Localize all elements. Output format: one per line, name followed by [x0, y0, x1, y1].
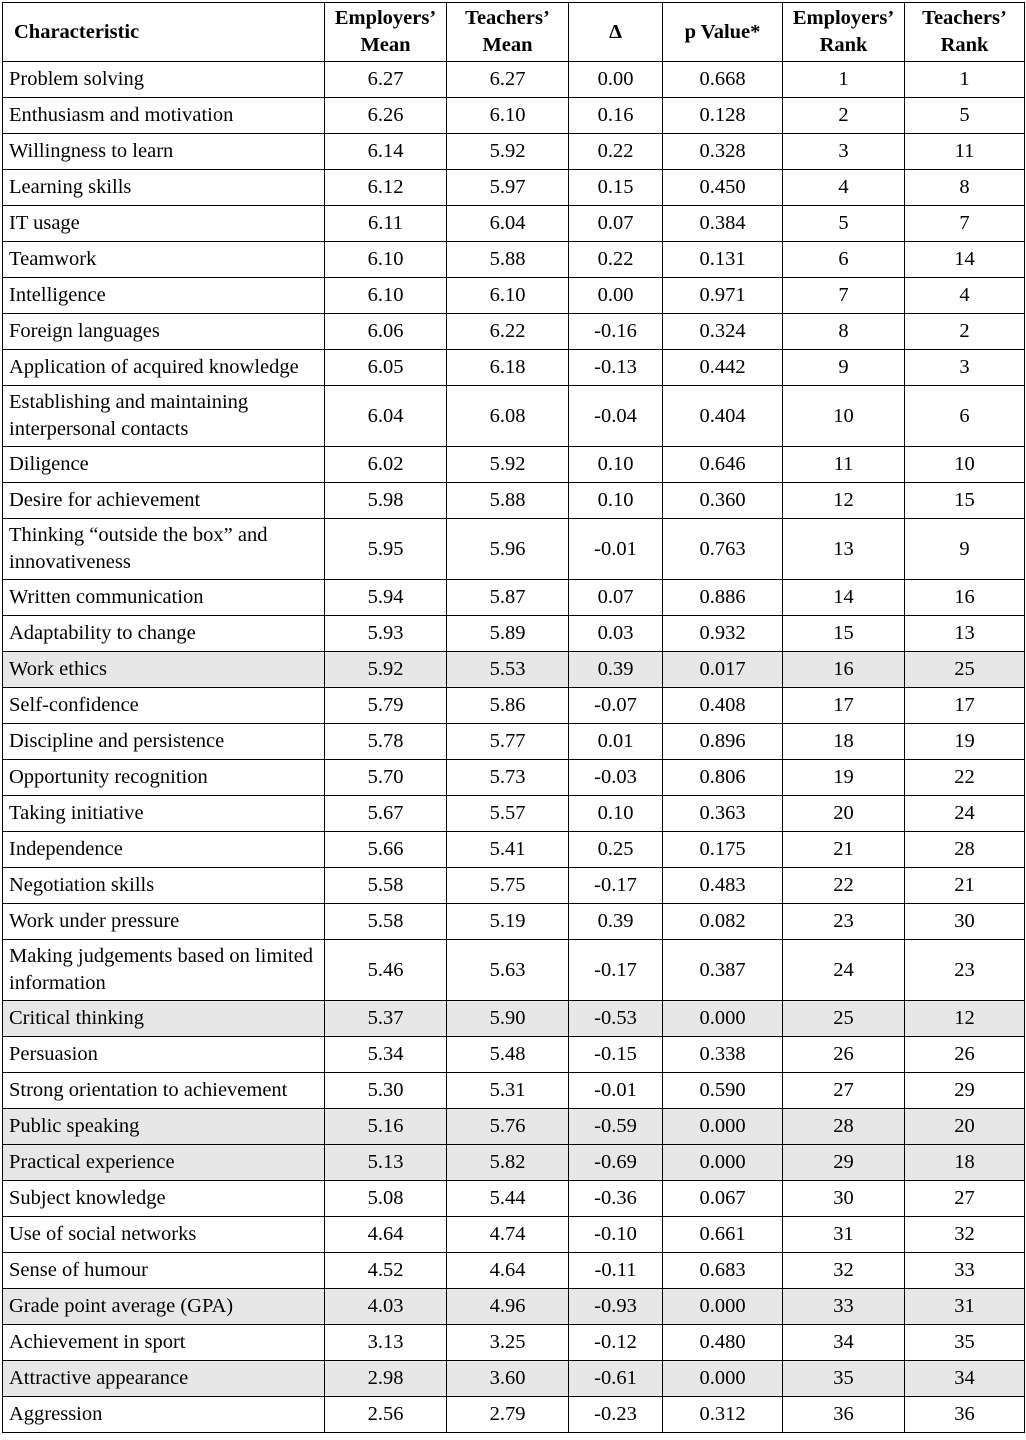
table-row [3, 170, 1025, 206]
cell-p-value: 0.590 [663, 1073, 783, 1109]
cell-employers-mean: 5.93 [325, 616, 447, 652]
cell-characteristic: Work ethics [3, 652, 325, 688]
table-row [3, 1109, 1025, 1145]
cell-characteristic: Intelligence [3, 278, 325, 314]
cell-teachers-mean: 5.86 [447, 688, 569, 724]
cell-employers-rank: 9 [783, 350, 905, 386]
cell-employers-mean: 5.79 [325, 688, 447, 724]
header-p-value: p Value* [663, 3, 783, 62]
cell-characteristic: Public speaking [3, 1109, 325, 1145]
cell-delta: -0.11 [569, 1253, 663, 1289]
cell-characteristic: Teamwork [3, 242, 325, 278]
cell-delta: 0.25 [569, 832, 663, 868]
table-row [3, 1361, 1025, 1397]
cell-p-value: 0.971 [663, 278, 783, 314]
cell-employers-rank: 21 [783, 832, 905, 868]
cell-teachers-rank: 7 [905, 206, 1025, 242]
cell-employers-rank: 5 [783, 206, 905, 242]
cell-employers-rank: 7 [783, 278, 905, 314]
cell-delta: -0.01 [569, 1073, 663, 1109]
cell-p-value: 0.408 [663, 688, 783, 724]
cell-teachers-mean: 5.88 [447, 242, 569, 278]
cell-employers-rank: 1 [783, 62, 905, 98]
cell-teachers-rank: 23 [905, 940, 1025, 1001]
cell-characteristic: IT usage [3, 206, 325, 242]
cell-delta: -0.17 [569, 868, 663, 904]
cell-teachers-rank: 28 [905, 832, 1025, 868]
cell-teachers-rank: 34 [905, 1361, 1025, 1397]
cell-delta: 0.15 [569, 170, 663, 206]
cell-teachers-mean: 5.19 [447, 904, 569, 940]
cell-employers-mean: 4.64 [325, 1217, 447, 1253]
cell-employers-mean: 5.70 [325, 760, 447, 796]
cell-delta: 0.07 [569, 580, 663, 616]
cell-teachers-mean: 6.04 [447, 206, 569, 242]
cell-p-value: 0.360 [663, 483, 783, 519]
cell-p-value: 0.175 [663, 832, 783, 868]
cell-employers-rank: 12 [783, 483, 905, 519]
cell-characteristic: Negotiation skills [3, 868, 325, 904]
cell-teachers-mean: 5.82 [447, 1145, 569, 1181]
table-row [3, 1253, 1025, 1289]
cell-characteristic: Attractive appearance [3, 1361, 325, 1397]
table-row [3, 206, 1025, 242]
table-row [3, 519, 1025, 580]
cell-teachers-rank: 1 [905, 62, 1025, 98]
cell-delta: -0.93 [569, 1289, 663, 1325]
cell-p-value: 0.312 [663, 1397, 783, 1433]
cell-employers-mean: 5.92 [325, 652, 447, 688]
cell-employers-rank: 33 [783, 1289, 905, 1325]
header-delta: Δ [569, 3, 663, 62]
cell-employers-mean: 6.26 [325, 98, 447, 134]
cell-teachers-rank: 22 [905, 760, 1025, 796]
cell-employers-rank: 32 [783, 1253, 905, 1289]
cell-p-value: 0.000 [663, 1145, 783, 1181]
cell-employers-mean: 5.16 [325, 1109, 447, 1145]
cell-characteristic: Critical thinking [3, 1001, 325, 1037]
cell-teachers-mean: 5.77 [447, 724, 569, 760]
cell-p-value: 0.000 [663, 1001, 783, 1037]
cell-teachers-rank: 9 [905, 519, 1025, 580]
header-employers-rank: Employers’ Rank [783, 3, 905, 62]
cell-teachers-rank: 18 [905, 1145, 1025, 1181]
cell-delta: -0.01 [569, 519, 663, 580]
cell-delta: -0.36 [569, 1181, 663, 1217]
cell-teachers-mean: 5.92 [447, 447, 569, 483]
cell-p-value: 0.661 [663, 1217, 783, 1253]
table-row [3, 483, 1025, 519]
cell-teachers-rank: 20 [905, 1109, 1025, 1145]
table-row [3, 386, 1025, 447]
cell-teachers-rank: 25 [905, 652, 1025, 688]
cell-teachers-mean: 6.18 [447, 350, 569, 386]
cell-teachers-rank: 27 [905, 1181, 1025, 1217]
cell-teachers-mean: 5.73 [447, 760, 569, 796]
cell-employers-rank: 23 [783, 904, 905, 940]
cell-teachers-mean: 5.96 [447, 519, 569, 580]
cell-characteristic: Subject knowledge [3, 1181, 325, 1217]
cell-characteristic: Problem solving [3, 62, 325, 98]
cell-employers-mean: 5.46 [325, 940, 447, 1001]
cell-employers-mean: 5.34 [325, 1037, 447, 1073]
cell-p-value: 0.000 [663, 1109, 783, 1145]
cell-teachers-rank: 3 [905, 350, 1025, 386]
cell-characteristic: Foreign languages [3, 314, 325, 350]
cell-teachers-rank: 32 [905, 1217, 1025, 1253]
cell-employers-mean: 5.78 [325, 724, 447, 760]
cell-teachers-rank: 30 [905, 904, 1025, 940]
cell-delta: 0.07 [569, 206, 663, 242]
cell-characteristic: Discipline and persistence [3, 724, 325, 760]
cell-employers-mean: 6.06 [325, 314, 447, 350]
cell-p-value: 0.082 [663, 904, 783, 940]
cell-teachers-rank: 36 [905, 1397, 1025, 1433]
cell-employers-mean: 5.58 [325, 904, 447, 940]
table-row [3, 1037, 1025, 1073]
cell-teachers-mean: 4.74 [447, 1217, 569, 1253]
cell-employers-rank: 2 [783, 98, 905, 134]
table-row [3, 1001, 1025, 1037]
cell-p-value: 0.683 [663, 1253, 783, 1289]
cell-employers-rank: 25 [783, 1001, 905, 1037]
cell-delta: -0.07 [569, 688, 663, 724]
cell-employers-mean: 5.08 [325, 1181, 447, 1217]
cell-employers-rank: 8 [783, 314, 905, 350]
cell-teachers-mean: 5.89 [447, 616, 569, 652]
table-row [3, 652, 1025, 688]
cell-p-value: 0.450 [663, 170, 783, 206]
table-row [3, 350, 1025, 386]
header-teachers-mean: Teachers’ Mean [447, 3, 569, 62]
cell-employers-mean: 6.02 [325, 447, 447, 483]
table-row [3, 1325, 1025, 1361]
cell-p-value: 0.000 [663, 1289, 783, 1325]
cell-employers-mean: 5.66 [325, 832, 447, 868]
cell-teachers-rank: 15 [905, 483, 1025, 519]
table-body [3, 62, 1025, 1433]
cell-teachers-rank: 12 [905, 1001, 1025, 1037]
cell-teachers-rank: 13 [905, 616, 1025, 652]
cell-p-value: 0.932 [663, 616, 783, 652]
cell-employers-mean: 6.27 [325, 62, 447, 98]
table-row [3, 940, 1025, 1001]
table-row [3, 688, 1025, 724]
cell-characteristic: Enthusiasm and motivation [3, 98, 325, 134]
table-row [3, 62, 1025, 98]
cell-employers-rank: 6 [783, 242, 905, 278]
cell-characteristic: Independence [3, 832, 325, 868]
table-row [3, 1217, 1025, 1253]
cell-employers-mean: 2.56 [325, 1397, 447, 1433]
cell-characteristic: Sense of humour [3, 1253, 325, 1289]
cell-p-value: 0.128 [663, 98, 783, 134]
cell-teachers-mean: 3.25 [447, 1325, 569, 1361]
cell-teachers-rank: 14 [905, 242, 1025, 278]
cell-p-value: 0.404 [663, 386, 783, 447]
cell-characteristic: Aggression [3, 1397, 325, 1433]
cell-employers-mean: 5.98 [325, 483, 447, 519]
cell-employers-rank: 11 [783, 447, 905, 483]
cell-characteristic: Adaptability to change [3, 616, 325, 652]
cell-employers-mean: 3.13 [325, 1325, 447, 1361]
cell-employers-rank: 27 [783, 1073, 905, 1109]
cell-teachers-mean: 5.44 [447, 1181, 569, 1217]
table-row [3, 98, 1025, 134]
cell-teachers-rank: 35 [905, 1325, 1025, 1361]
cell-teachers-rank: 19 [905, 724, 1025, 760]
cell-employers-rank: 31 [783, 1217, 905, 1253]
cell-delta: 0.39 [569, 652, 663, 688]
cell-teachers-mean: 5.88 [447, 483, 569, 519]
cell-characteristic: Use of social networks [3, 1217, 325, 1253]
cell-teachers-rank: 26 [905, 1037, 1025, 1073]
cell-delta: 0.10 [569, 447, 663, 483]
table-row [3, 580, 1025, 616]
cell-teachers-rank: 17 [905, 688, 1025, 724]
cell-characteristic: Thinking “outside the box” and innovativeness [3, 519, 325, 580]
cell-employers-rank: 28 [783, 1109, 905, 1145]
cell-characteristic: Practical experience [3, 1145, 325, 1181]
table-header [3, 3, 1025, 62]
table-row [3, 616, 1025, 652]
table-row [3, 724, 1025, 760]
table-row [3, 314, 1025, 350]
cell-delta: -0.17 [569, 940, 663, 1001]
cell-delta: 0.16 [569, 98, 663, 134]
cell-delta: -0.53 [569, 1001, 663, 1037]
cell-teachers-rank: 5 [905, 98, 1025, 134]
cell-delta: -0.16 [569, 314, 663, 350]
cell-teachers-rank: 33 [905, 1253, 1025, 1289]
cell-p-value: 0.131 [663, 242, 783, 278]
cell-teachers-mean: 5.31 [447, 1073, 569, 1109]
cell-teachers-mean: 5.48 [447, 1037, 569, 1073]
cell-p-value: 0.067 [663, 1181, 783, 1217]
cell-teachers-rank: 31 [905, 1289, 1025, 1325]
cell-delta: 0.10 [569, 483, 663, 519]
cell-teachers-rank: 16 [905, 580, 1025, 616]
table-row [3, 447, 1025, 483]
cell-teachers-mean: 5.92 [447, 134, 569, 170]
cell-employers-mean: 6.11 [325, 206, 447, 242]
header-employers-mean: Employers’ Mean [325, 3, 447, 62]
cell-delta: 0.00 [569, 62, 663, 98]
cell-characteristic: Diligence [3, 447, 325, 483]
table-row [3, 1181, 1025, 1217]
table-row [3, 1145, 1025, 1181]
cell-employers-mean: 6.10 [325, 278, 447, 314]
cell-employers-rank: 36 [783, 1397, 905, 1433]
cell-teachers-mean: 5.97 [447, 170, 569, 206]
cell-teachers-rank: 24 [905, 796, 1025, 832]
cell-characteristic: Willingness to learn [3, 134, 325, 170]
cell-teachers-rank: 11 [905, 134, 1025, 170]
cell-delta: -0.03 [569, 760, 663, 796]
cell-employers-mean: 4.52 [325, 1253, 447, 1289]
table-row [3, 134, 1025, 170]
cell-characteristic: Learning skills [3, 170, 325, 206]
cell-teachers-mean: 6.22 [447, 314, 569, 350]
table-row [3, 868, 1025, 904]
cell-employers-mean: 5.37 [325, 1001, 447, 1037]
cell-p-value: 0.328 [663, 134, 783, 170]
cell-p-value: 0.442 [663, 350, 783, 386]
cell-characteristic: Achievement in sport [3, 1325, 325, 1361]
cell-delta: -0.13 [569, 350, 663, 386]
cell-employers-mean: 6.10 [325, 242, 447, 278]
cell-employers-rank: 26 [783, 1037, 905, 1073]
cell-teachers-mean: 6.27 [447, 62, 569, 98]
cell-p-value: 0.000 [663, 1361, 783, 1397]
cell-teachers-mean: 6.08 [447, 386, 569, 447]
cell-employers-mean: 5.95 [325, 519, 447, 580]
cell-employers-mean: 5.67 [325, 796, 447, 832]
cell-employers-rank: 4 [783, 170, 905, 206]
table-row [3, 1073, 1025, 1109]
cell-teachers-rank: 21 [905, 868, 1025, 904]
cell-employers-mean: 5.13 [325, 1145, 447, 1181]
cell-characteristic: Self-confidence [3, 688, 325, 724]
cell-teachers-mean: 2.79 [447, 1397, 569, 1433]
cell-characteristic: Strong orientation to achievement [3, 1073, 325, 1109]
cell-employers-mean: 6.14 [325, 134, 447, 170]
cell-characteristic: Written communication [3, 580, 325, 616]
cell-employers-mean: 6.04 [325, 386, 447, 447]
cell-teachers-mean: 4.64 [447, 1253, 569, 1289]
cell-characteristic: Opportunity recognition [3, 760, 325, 796]
cell-employers-rank: 15 [783, 616, 905, 652]
cell-p-value: 0.483 [663, 868, 783, 904]
cell-characteristic: Making judgements based on limited information [3, 940, 325, 1001]
cell-p-value: 0.363 [663, 796, 783, 832]
cell-delta: 0.03 [569, 616, 663, 652]
cell-employers-rank: 35 [783, 1361, 905, 1397]
cell-p-value: 0.668 [663, 62, 783, 98]
cell-p-value: 0.017 [663, 652, 783, 688]
cell-teachers-mean: 6.10 [447, 278, 569, 314]
cell-teachers-mean: 4.96 [447, 1289, 569, 1325]
cell-characteristic: Establishing and maintaining interpersonal contacts [3, 386, 325, 447]
cell-delta: 0.10 [569, 796, 663, 832]
cell-p-value: 0.763 [663, 519, 783, 580]
cell-p-value: 0.384 [663, 206, 783, 242]
cell-employers-rank: 14 [783, 580, 905, 616]
cell-employers-rank: 17 [783, 688, 905, 724]
cell-delta: -0.23 [569, 1397, 663, 1433]
cell-p-value: 0.896 [663, 724, 783, 760]
cell-delta: 0.39 [569, 904, 663, 940]
cell-delta: 0.22 [569, 242, 663, 278]
cell-employers-mean: 5.30 [325, 1073, 447, 1109]
cell-characteristic: Persuasion [3, 1037, 325, 1073]
cell-employers-rank: 3 [783, 134, 905, 170]
cell-employers-rank: 19 [783, 760, 905, 796]
cell-employers-rank: 13 [783, 519, 905, 580]
cell-delta: -0.10 [569, 1217, 663, 1253]
cell-employers-rank: 20 [783, 796, 905, 832]
cell-p-value: 0.806 [663, 760, 783, 796]
cell-teachers-rank: 8 [905, 170, 1025, 206]
cell-teachers-rank: 2 [905, 314, 1025, 350]
cell-characteristic: Grade point average (GPA) [3, 1289, 325, 1325]
cell-employers-mean: 2.98 [325, 1361, 447, 1397]
cell-delta: -0.61 [569, 1361, 663, 1397]
cell-employers-rank: 34 [783, 1325, 905, 1361]
cell-employers-mean: 6.05 [325, 350, 447, 386]
cell-employers-rank: 30 [783, 1181, 905, 1217]
cell-p-value: 0.480 [663, 1325, 783, 1361]
table-row [3, 242, 1025, 278]
cell-employers-mean: 6.12 [325, 170, 447, 206]
cell-teachers-mean: 5.90 [447, 1001, 569, 1037]
table-row [3, 904, 1025, 940]
table-row [3, 832, 1025, 868]
cell-p-value: 0.646 [663, 447, 783, 483]
cell-employers-rank: 16 [783, 652, 905, 688]
cell-teachers-rank: 10 [905, 447, 1025, 483]
table-row [3, 1397, 1025, 1433]
cell-teachers-mean: 5.57 [447, 796, 569, 832]
header-teachers-rank: Teachers’ Rank [905, 3, 1025, 62]
header-row [3, 3, 1025, 62]
table-row [3, 1289, 1025, 1325]
header-characteristic: Characteristic [3, 3, 325, 62]
cell-teachers-rank: 29 [905, 1073, 1025, 1109]
cell-delta: 0.01 [569, 724, 663, 760]
cell-characteristic: Work under pressure [3, 904, 325, 940]
cell-teachers-mean: 5.75 [447, 868, 569, 904]
cell-teachers-mean: 5.41 [447, 832, 569, 868]
cell-employers-rank: 10 [783, 386, 905, 447]
cell-delta: -0.04 [569, 386, 663, 447]
cell-delta: 0.00 [569, 278, 663, 314]
cell-teachers-mean: 5.76 [447, 1109, 569, 1145]
cell-teachers-rank: 6 [905, 386, 1025, 447]
table-row [3, 278, 1025, 314]
cell-p-value: 0.338 [663, 1037, 783, 1073]
cell-teachers-mean: 6.10 [447, 98, 569, 134]
cell-delta: -0.12 [569, 1325, 663, 1361]
cell-p-value: 0.886 [663, 580, 783, 616]
cell-p-value: 0.387 [663, 940, 783, 1001]
cell-teachers-mean: 5.87 [447, 580, 569, 616]
cell-delta: 0.22 [569, 134, 663, 170]
cell-teachers-mean: 3.60 [447, 1361, 569, 1397]
cell-characteristic: Desire for achievement [3, 483, 325, 519]
cell-characteristic: Application of acquired knowledge [3, 350, 325, 386]
results-table [2, 2, 1025, 1433]
cell-employers-rank: 24 [783, 940, 905, 1001]
cell-employers-rank: 18 [783, 724, 905, 760]
cell-employers-mean: 4.03 [325, 1289, 447, 1325]
cell-employers-rank: 22 [783, 868, 905, 904]
cell-teachers-mean: 5.63 [447, 940, 569, 1001]
cell-teachers-rank: 4 [905, 278, 1025, 314]
cell-delta: -0.59 [569, 1109, 663, 1145]
cell-employers-rank: 29 [783, 1145, 905, 1181]
table-row [3, 796, 1025, 832]
cell-delta: -0.15 [569, 1037, 663, 1073]
cell-employers-mean: 5.94 [325, 580, 447, 616]
cell-p-value: 0.324 [663, 314, 783, 350]
cell-characteristic: Taking initiative [3, 796, 325, 832]
table-row [3, 760, 1025, 796]
cell-teachers-mean: 5.53 [447, 652, 569, 688]
cell-employers-mean: 5.58 [325, 868, 447, 904]
cell-delta: -0.69 [569, 1145, 663, 1181]
